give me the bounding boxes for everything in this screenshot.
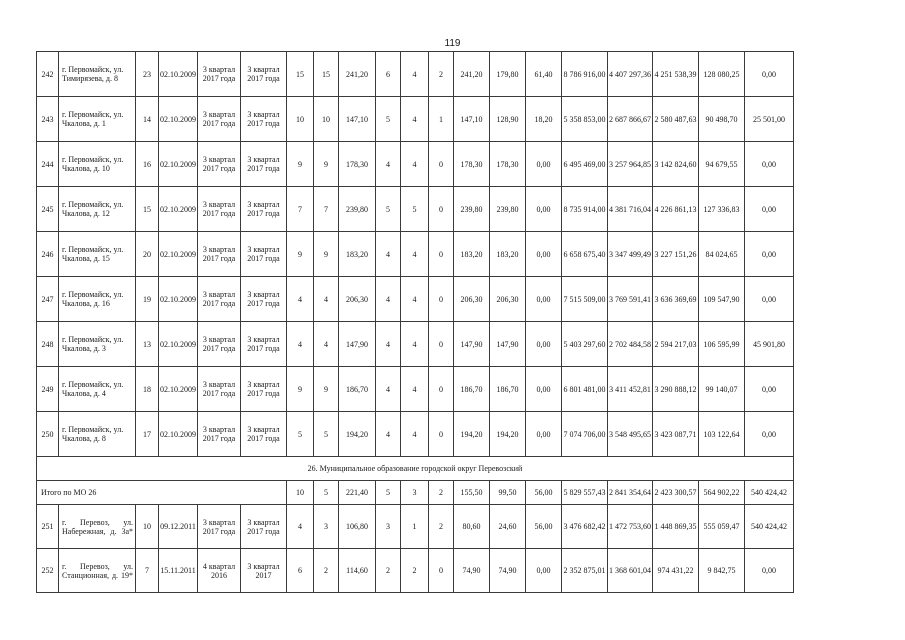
- cell-c14: 128,90: [490, 97, 526, 142]
- cell-q1: 3 квартал 2017 года: [198, 97, 241, 142]
- cell-addr: г. Первомайск, ул. Тимирязева, д. 8: [59, 52, 136, 97]
- cell-c7: 6: [287, 549, 314, 593]
- table-row: [37, 97, 794, 142]
- cell-c10: 6: [376, 52, 401, 97]
- cell-c10: 5: [376, 97, 401, 142]
- total-cell: 221,40: [339, 481, 376, 505]
- cell-c10: 2: [376, 549, 401, 593]
- cell-c12: 0: [429, 277, 454, 322]
- table-row: [37, 142, 794, 187]
- cell-c9: 239,80: [339, 187, 376, 232]
- cell-c19: 9 842,75: [699, 549, 745, 593]
- cell-c8: 9: [314, 232, 339, 277]
- cell-c20: 45 901,80: [745, 322, 794, 367]
- cell-c16: 7 074 706,00: [562, 412, 608, 457]
- cell-q2: 3 квартал 2017 года: [241, 187, 287, 232]
- cell-c20: 0,00: [745, 232, 794, 277]
- cell-c8: 2: [314, 549, 339, 593]
- cell-c11: 5: [401, 187, 429, 232]
- cell-c13: 239,80: [454, 187, 490, 232]
- cell-c12: 1: [429, 97, 454, 142]
- table-row: [37, 549, 794, 593]
- total-cell: 155,50: [454, 481, 490, 505]
- cell-c11: 4: [401, 322, 429, 367]
- cell-c17: 4 407 297,36: [608, 52, 653, 97]
- cell-c17: 2 702 484,58: [608, 322, 653, 367]
- cell-addr: г. Первомайск, ул. Чкалова, д. 1: [59, 97, 136, 142]
- cell-c18: 4 226 861,13: [653, 187, 699, 232]
- cell-c15: 0,00: [526, 549, 562, 593]
- cell-c12: 0: [429, 232, 454, 277]
- cell-c8: 3: [314, 505, 339, 549]
- cell-no: 250: [37, 412, 59, 457]
- cell-c14: 186,70: [490, 367, 526, 412]
- cell-c11: 4: [401, 412, 429, 457]
- cell-c19: 106 595,99: [699, 322, 745, 367]
- cell-c11: 4: [401, 52, 429, 97]
- cell-date: 02.10.2009: [159, 52, 198, 97]
- cell-c11: 4: [401, 367, 429, 412]
- total-cell: 2 841 354,64: [608, 481, 653, 505]
- cell-c7: 4: [287, 322, 314, 367]
- cell-q1: 3 квартал 2017 года: [198, 505, 241, 549]
- cell-c16: 5 358 853,00: [562, 97, 608, 142]
- cell-q2: 3 квартал 2017 года: [241, 367, 287, 412]
- cell-q2: 3 квартал 2017 года: [241, 412, 287, 457]
- cell-c17: 1 472 753,60: [608, 505, 653, 549]
- table-row: [37, 412, 794, 457]
- cell-c18: 4 251 538,39: [653, 52, 699, 97]
- cell-c19: 555 059,47: [699, 505, 745, 549]
- cell-c7: 4: [287, 277, 314, 322]
- total-cell: 99,50: [490, 481, 526, 505]
- cell-q2: 3 квартал 2017 года: [241, 505, 287, 549]
- cell-c15: 0,00: [526, 277, 562, 322]
- cell-c14: 74,90: [490, 549, 526, 593]
- cell-c9: 206,30: [339, 277, 376, 322]
- cell-date: 02.10.2009: [159, 232, 198, 277]
- total-cell: 2: [429, 481, 454, 505]
- cell-c3: 20: [136, 232, 159, 277]
- cell-c14: 178,30: [490, 142, 526, 187]
- cell-q1: 3 квартал 2017 года: [198, 187, 241, 232]
- table-row: [37, 232, 794, 277]
- cell-c20: 0,00: [745, 142, 794, 187]
- housing-program-table: [36, 51, 794, 593]
- cell-c14: 239,80: [490, 187, 526, 232]
- cell-q2: 3 квартал 2017 года: [241, 97, 287, 142]
- cell-c3: 15: [136, 187, 159, 232]
- cell-c8: 9: [314, 142, 339, 187]
- cell-c13: 206,30: [454, 277, 490, 322]
- cell-c17: 2 687 866,67: [608, 97, 653, 142]
- cell-addr: г. Первомайск, ул. Чкалова, д. 16: [59, 277, 136, 322]
- cell-c14: 24,60: [490, 505, 526, 549]
- cell-c20: 0,00: [745, 549, 794, 593]
- cell-c20: 0,00: [745, 277, 794, 322]
- cell-c7: 9: [287, 232, 314, 277]
- cell-addr: г. Первомайск, ул. Чкалова, д. 15: [59, 232, 136, 277]
- cell-c10: 5: [376, 187, 401, 232]
- cell-c17: 3 347 499,49: [608, 232, 653, 277]
- cell-c17: 3 257 964,85: [608, 142, 653, 187]
- cell-c10: 4: [376, 232, 401, 277]
- cell-c10: 4: [376, 277, 401, 322]
- cell-c18: 3 142 824,60: [653, 142, 699, 187]
- cell-c9: 241,20: [339, 52, 376, 97]
- cell-no: 246: [37, 232, 59, 277]
- cell-c20: 0,00: [745, 187, 794, 232]
- cell-c14: 179,80: [490, 52, 526, 97]
- cell-c9: 178,30: [339, 142, 376, 187]
- cell-c3: 17: [136, 412, 159, 457]
- cell-c13: 241,20: [454, 52, 490, 97]
- cell-c15: 56,00: [526, 505, 562, 549]
- cell-c3: 19: [136, 277, 159, 322]
- cell-q2: 3 квартал 2017 года: [241, 277, 287, 322]
- cell-c13: 74,90: [454, 549, 490, 593]
- cell-c11: 2: [401, 549, 429, 593]
- cell-c18: 2 594 217,03: [653, 322, 699, 367]
- cell-c12: 0: [429, 549, 454, 593]
- cell-date: 02.10.2009: [159, 412, 198, 457]
- cell-c15: 18,20: [526, 97, 562, 142]
- cell-c10: 4: [376, 367, 401, 412]
- cell-c15: 0,00: [526, 322, 562, 367]
- cell-c18: 3 290 888,12: [653, 367, 699, 412]
- cell-c17: 4 381 716,04: [608, 187, 653, 232]
- cell-c7: 5: [287, 412, 314, 457]
- cell-c16: 5 403 297,60: [562, 322, 608, 367]
- cell-c15: 0,00: [526, 187, 562, 232]
- cell-c19: 128 080,25: [699, 52, 745, 97]
- cell-q2: 3 квартал 2017 года: [241, 322, 287, 367]
- cell-c18: 2 580 487,63: [653, 97, 699, 142]
- cell-c11: 1: [401, 505, 429, 549]
- cell-c10: 4: [376, 322, 401, 367]
- cell-no: 247: [37, 277, 59, 322]
- cell-c12: 0: [429, 142, 454, 187]
- cell-c3: 13: [136, 322, 159, 367]
- cell-addr: г. Первомайск, ул. Чкалова, д. 4: [59, 367, 136, 412]
- cell-c12: 0: [429, 412, 454, 457]
- cell-q1: 3 квартал 2017 года: [198, 412, 241, 457]
- cell-c8: 4: [314, 322, 339, 367]
- cell-c19: 103 122,64: [699, 412, 745, 457]
- cell-c7: 9: [287, 367, 314, 412]
- cell-c16: 6 495 469,00: [562, 142, 608, 187]
- cell-addr: г. Перевоз, ул. Станционная, д. 19*: [59, 549, 136, 593]
- table-row: [37, 187, 794, 232]
- cell-c15: 61,40: [526, 52, 562, 97]
- cell-c15: 0,00: [526, 142, 562, 187]
- cell-c7: 10: [287, 97, 314, 142]
- cell-no: 244: [37, 142, 59, 187]
- cell-q2: 3 квартал 2017 года: [241, 142, 287, 187]
- cell-c19: 127 336,83: [699, 187, 745, 232]
- cell-c20: 0,00: [745, 52, 794, 97]
- total-cell: 10: [287, 481, 314, 505]
- cell-q1: 3 квартал 2017 года: [198, 322, 241, 367]
- cell-c19: 99 140,07: [699, 367, 745, 412]
- cell-q1: 4 квартал 2016: [198, 549, 241, 593]
- cell-c8: 15: [314, 52, 339, 97]
- cell-c14: 194,20: [490, 412, 526, 457]
- cell-c16: 8 786 916,00: [562, 52, 608, 97]
- cell-c16: 7 515 509,00: [562, 277, 608, 322]
- cell-c18: 1 448 869,35: [653, 505, 699, 549]
- cell-date: 02.10.2009: [159, 187, 198, 232]
- cell-date: 09.12.2011: [159, 505, 198, 549]
- cell-c13: 80,60: [454, 505, 490, 549]
- cell-c17: 3 769 591,41: [608, 277, 653, 322]
- cell-c18: 3 423 087,71: [653, 412, 699, 457]
- cell-no: 249: [37, 367, 59, 412]
- cell-addr: г. Перевоз, ул. Набережная, д. 3а*: [59, 505, 136, 549]
- cell-c12: 0: [429, 367, 454, 412]
- cell-c19: 84 024,65: [699, 232, 745, 277]
- cell-c20: 0,00: [745, 367, 794, 412]
- cell-c20: 25 501,00: [745, 97, 794, 142]
- total-cell: 56,00: [526, 481, 562, 505]
- cell-c18: 3 636 369,69: [653, 277, 699, 322]
- cell-c19: 109 547,90: [699, 277, 745, 322]
- cell-c9: 194,20: [339, 412, 376, 457]
- table-row: [37, 322, 794, 367]
- table-row: [37, 52, 794, 97]
- total-cell: 5 829 557,43: [562, 481, 608, 505]
- cell-c13: 186,70: [454, 367, 490, 412]
- cell-no: 251: [37, 505, 59, 549]
- cell-c7: 9: [287, 142, 314, 187]
- cell-c11: 4: [401, 232, 429, 277]
- cell-no: 248: [37, 322, 59, 367]
- cell-c18: 3 227 151,26: [653, 232, 699, 277]
- cell-c7: 15: [287, 52, 314, 97]
- table-row: [37, 277, 794, 322]
- section-row: [37, 457, 794, 481]
- cell-c13: 178,30: [454, 142, 490, 187]
- cell-c7: 4: [287, 505, 314, 549]
- cell-c19: 94 679,55: [699, 142, 745, 187]
- cell-q2: 3 квартал 2017 года: [241, 52, 287, 97]
- page-number: 119: [444, 38, 461, 49]
- cell-c11: 4: [401, 142, 429, 187]
- total-cell: 564 902,22: [699, 481, 745, 505]
- cell-no: 245: [37, 187, 59, 232]
- cell-q1: 3 квартал 2017 года: [198, 232, 241, 277]
- cell-c13: 194,20: [454, 412, 490, 457]
- cell-q1: 3 квартал 2017 года: [198, 367, 241, 412]
- cell-addr: г. Первомайск, ул. Чкалова, д. 12: [59, 187, 136, 232]
- cell-c7: 7: [287, 187, 314, 232]
- cell-date: 02.10.2009: [159, 97, 198, 142]
- cell-c9: 147,10: [339, 97, 376, 142]
- total-label: Итого по МО 26: [37, 481, 287, 505]
- cell-c16: 8 735 914,00: [562, 187, 608, 232]
- cell-c13: 147,10: [454, 97, 490, 142]
- cell-c16: 6 658 675,40: [562, 232, 608, 277]
- cell-c8: 9: [314, 367, 339, 412]
- cell-date: 15.11.2011: [159, 549, 198, 593]
- cell-c3: 16: [136, 142, 159, 187]
- cell-c18: 974 431,22: [653, 549, 699, 593]
- cell-c8: 10: [314, 97, 339, 142]
- cell-c9: 106,80: [339, 505, 376, 549]
- total-cell: 3: [401, 481, 429, 505]
- cell-c13: 183,20: [454, 232, 490, 277]
- cell-c14: 206,30: [490, 277, 526, 322]
- total-cell: 5: [376, 481, 401, 505]
- cell-q2: 3 квартал 2017 года: [241, 232, 287, 277]
- cell-no: 252: [37, 549, 59, 593]
- cell-c8: 4: [314, 277, 339, 322]
- cell-c10: 3: [376, 505, 401, 549]
- total-cell: 540 424,42: [745, 481, 794, 505]
- cell-c9: 183,20: [339, 232, 376, 277]
- cell-c12: 2: [429, 52, 454, 97]
- cell-date: 02.10.2009: [159, 367, 198, 412]
- cell-c12: 0: [429, 187, 454, 232]
- cell-date: 02.10.2009: [159, 322, 198, 367]
- cell-c15: 0,00: [526, 367, 562, 412]
- total-cell: 5: [314, 481, 339, 505]
- cell-c11: 4: [401, 97, 429, 142]
- cell-c3: 23: [136, 52, 159, 97]
- cell-no: 242: [37, 52, 59, 97]
- table-body-bottom: [37, 505, 794, 593]
- cell-c15: 0,00: [526, 232, 562, 277]
- cell-c17: 3 411 452,81: [608, 367, 653, 412]
- cell-c3: 7: [136, 549, 159, 593]
- cell-c12: 2: [429, 505, 454, 549]
- cell-c9: 186,70: [339, 367, 376, 412]
- cell-c14: 183,20: [490, 232, 526, 277]
- cell-c19: 90 498,70: [699, 97, 745, 142]
- table-row: [37, 367, 794, 412]
- cell-c16: 2 352 875,01: [562, 549, 608, 593]
- cell-c20: 0,00: [745, 412, 794, 457]
- cell-c3: 14: [136, 97, 159, 142]
- cell-c8: 7: [314, 187, 339, 232]
- cell-addr: г. Первомайск, ул. Чкалова, д. 3: [59, 322, 136, 367]
- cell-c8: 5: [314, 412, 339, 457]
- cell-c16: 3 476 682,42: [562, 505, 608, 549]
- section-title: 26. Муниципальное образование городской округ Перевозский: [37, 457, 794, 481]
- cell-q1: 3 квартал 2017 года: [198, 142, 241, 187]
- cell-c15: 0,00: [526, 412, 562, 457]
- cell-c17: 1 368 601,04: [608, 549, 653, 593]
- cell-c17: 3 548 495,65: [608, 412, 653, 457]
- cell-date: 02.10.2009: [159, 142, 198, 187]
- cell-date: 02.10.2009: [159, 277, 198, 322]
- cell-c16: 6 801 481,00: [562, 367, 608, 412]
- cell-c3: 18: [136, 367, 159, 412]
- cell-addr: г. Первомайск, ул. Чкалова, д. 10: [59, 142, 136, 187]
- table-row: [37, 505, 794, 549]
- cell-c9: 147,90: [339, 322, 376, 367]
- cell-c20: 540 424,42: [745, 505, 794, 549]
- cell-q2: 3 квартал 2017: [241, 549, 287, 593]
- cell-addr: г. Первомайск, ул. Чкалова, д. 8: [59, 412, 136, 457]
- cell-q1: 3 квартал 2017 года: [198, 52, 241, 97]
- cell-c10: 4: [376, 412, 401, 457]
- cell-q1: 3 квартал 2017 года: [198, 277, 241, 322]
- table-body-top: [37, 52, 794, 457]
- cell-no: 243: [37, 97, 59, 142]
- total-row: [37, 481, 794, 505]
- cell-c3: 10: [136, 505, 159, 549]
- cell-c12: 0: [429, 322, 454, 367]
- total-cell: 2 423 300,57: [653, 481, 699, 505]
- cell-c14: 147,90: [490, 322, 526, 367]
- cell-c9: 114,60: [339, 549, 376, 593]
- cell-c13: 147,90: [454, 322, 490, 367]
- cell-c11: 4: [401, 277, 429, 322]
- cell-c10: 4: [376, 142, 401, 187]
